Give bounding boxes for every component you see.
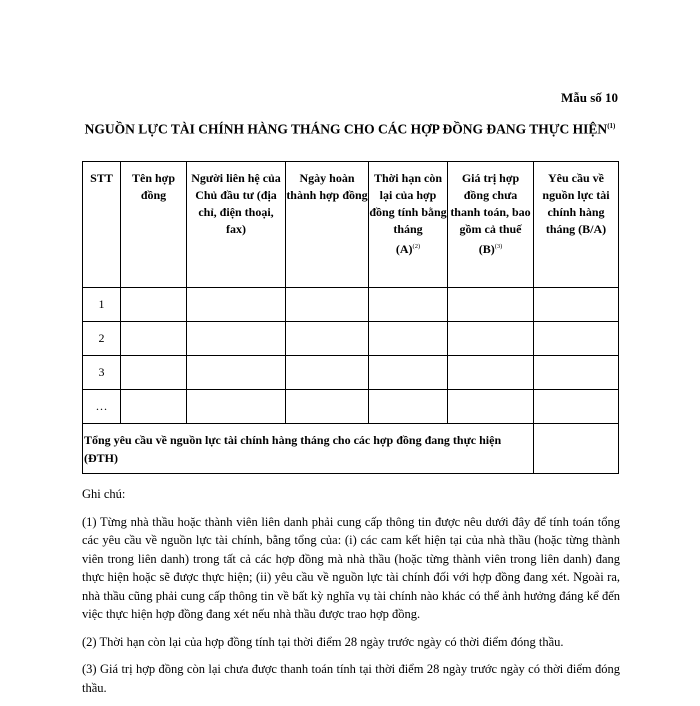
table-cell [448,322,534,356]
row-stt: … [83,390,121,424]
table-cell [448,356,534,390]
title-footnote-marker: (1) [607,122,616,130]
header-contract-name: Tên hợp đồng [121,162,187,288]
header-remaining-time-code: (A) [395,242,413,256]
table-row [83,390,619,424]
table-cell [286,288,369,322]
page-title [82,117,618,139]
table-cell [534,390,619,424]
row-stt: 3 [83,356,121,390]
notes-section [82,485,620,706]
header-contact: Người liên hệ của Chủ đầu tư (địa chỉ, điện thoại, fax) [187,162,286,288]
table-row [83,322,619,356]
table-cell [187,322,286,356]
header-remaining-time [369,162,448,288]
table-cell [534,356,619,390]
table-cell [187,390,286,424]
header-unpaid-value-note: (3) [494,243,503,250]
table-cell [121,322,187,356]
table-cell [534,322,619,356]
table-cell [369,322,448,356]
header-remaining-time-text: Thời hạn còn lại của hợp đồng tính bằng tháng [369,171,447,236]
table-cell [369,390,448,424]
table-row [83,288,619,322]
total-label: Tổng yêu cầu về nguồn lực tài chính hàng tháng cho các hợp đồng đang thực hiện (ĐTH) [83,424,534,474]
header-remaining-time-note: (2) [412,243,421,250]
table-cell [121,356,187,390]
header-completion-date: Ngày hoàn thành hợp đồng [286,162,369,288]
note-item: (3) Giá trị hợp đồng còn lại chưa được thanh toán tính tại thời điểm 28 ngày trước ngày có thời điểm đóng thầu. [82,662,620,695]
header-unpaid-value-code: (B) [478,242,495,256]
table-total-row [83,424,619,474]
note-item: (1) Từng nhà thầu hoặc thành viên liên danh phải cung cấp thông tin được nêu dưới đây để tính toán tổng các yêu cầu về nguồn lực tài chính, bằng tổng của: (i) các cam kết hiện tại của nhà thầu (hoặc từng thành viên trong liên danh) trong tất cả các hợp đồng mà nhà thầu (hoặc từng thành viên trong liên danh) đang thực hiện hoặc sẽ được thực hiện; (ii) yêu cầu về nguồn lực tài chính đối với hợp đồng đang xét. Ngoài ra, nhà thầu cũng phải cung cấp thông tin về bất kỳ nghĩa vụ tài chính nào khác có thể ảnh hưởng đáng kể đến việc thực hiện hợp đồng đang xét nếu nhà thầu được trao hợp đồng. [82,514,620,621]
table-cell [448,288,534,322]
row-stt: 1 [83,288,121,322]
table-cell [369,356,448,390]
table-cell [286,390,369,424]
title-text: NGUỒN LỰC TÀI CHÍNH HÀNG THÁNG CHO CÁC HỢP ĐỒNG ĐANG THỰC HIỆN [84,121,608,137]
table-cell [286,356,369,390]
table-cell [187,288,286,322]
table-cell [121,288,187,322]
table-cell [534,288,619,322]
table-cell [286,322,369,356]
table-cell [187,356,286,390]
table-header-row [83,162,619,288]
contracts-table [82,161,619,474]
header-monthly-requirement: Yêu cầu về nguồn lực tài chính hàng tháng (B/A) [534,162,619,288]
total-value-cell [534,424,619,474]
row-stt: 2 [83,322,121,356]
table-row [83,356,619,390]
notes-heading: Ghi chú: [82,487,126,501]
table-cell [448,390,534,424]
header-unpaid-value [448,162,534,288]
form-number: Mẫu số 10 [560,90,618,105]
header-unpaid-value-text: Giá trị hợp đồng chưa thanh toán, bao gồm cả thuế [450,171,531,236]
table-cell [369,288,448,322]
header-stt: STT [83,162,121,288]
note-item: (2) Thời hạn còn lại của hợp đồng tính tại thời điểm 28 ngày trước ngày có thời điểm đóng thầu. [82,634,564,649]
table-cell [121,390,187,424]
